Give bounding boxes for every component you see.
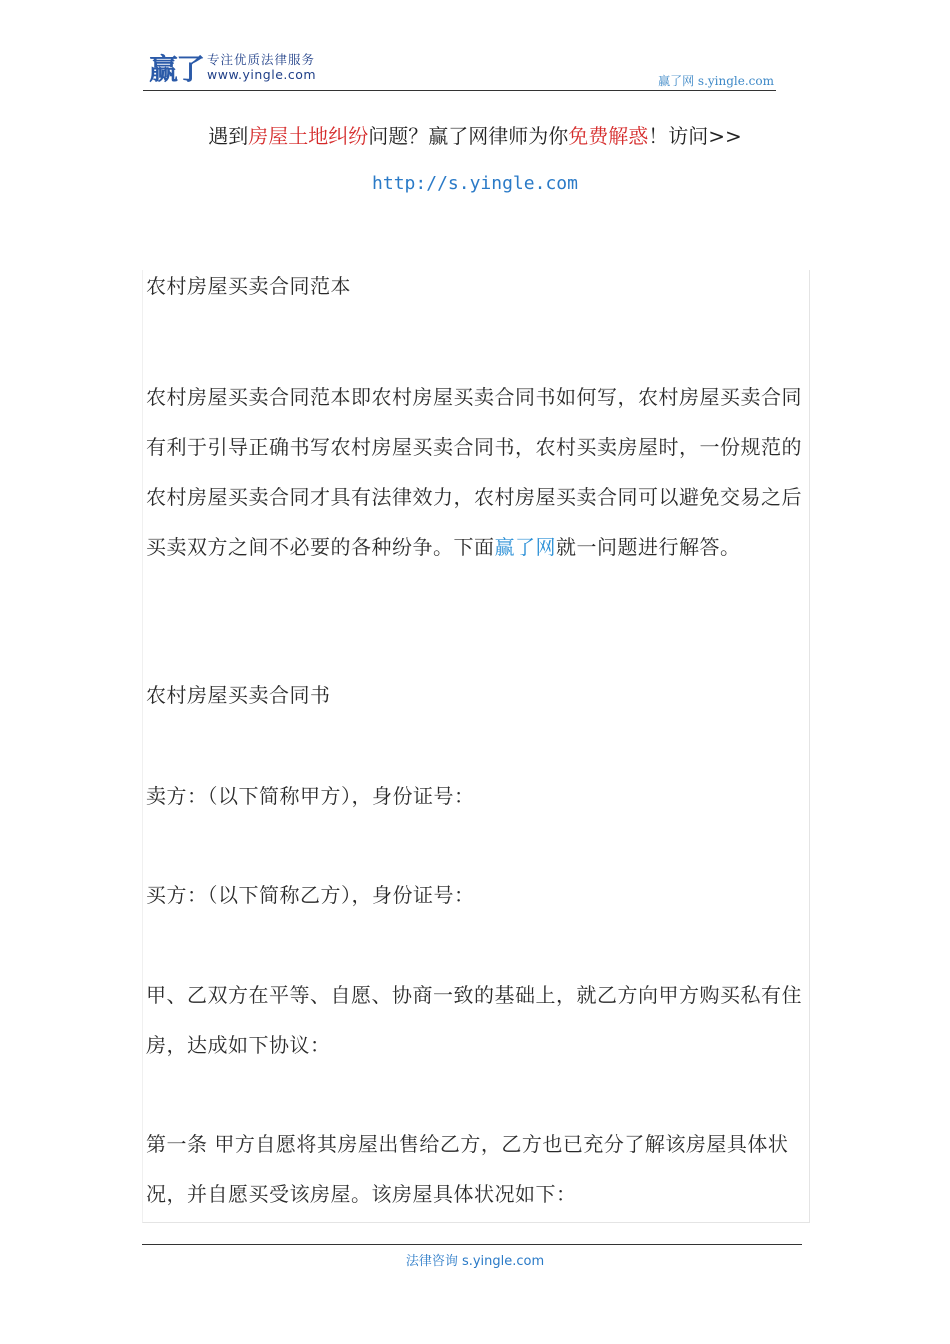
intro-site-link[interactable]: 赢了网 (494, 535, 556, 559)
seller-line: 卖方：（以下简称甲方），身份证号： (146, 784, 475, 808)
intro-tail: 就一问题进行解答。 (556, 535, 741, 559)
article-one-paragraph: 第一条 甲方自愿将其房屋出售给乙方，乙方也已充分了解该房屋具体状况，并自愿买受该房屋。该房屋具体状况如下： (146, 1132, 789, 1206)
footer-divider (142, 1244, 802, 1245)
ad-text-1: 遇到 (208, 124, 249, 148)
logo-url: www.yingle.com (207, 67, 317, 82)
buyer-line: 买方：（以下简称乙方），身份证号： (146, 883, 475, 907)
logo-slogan: 专注优质法律服务 (207, 52, 316, 67)
intro-text: 农村房屋买卖合同范本即农村房屋买卖合同书如何写，农村房屋买卖合同有利于引导正确书写农村房屋买卖合同书，农村买卖房屋时，一份规范的农村房屋买卖合同才具有法律效力，农村房屋买卖合同可以避免交易之后买卖双方之间不必要的各种纷争。下面 (146, 385, 802, 559)
agreement-paragraph: 甲、乙双方在平等、自愿、协商一致的基础上，就乙方向甲方购买私有住房，达成如下协议： (146, 983, 802, 1057)
footer-link[interactable]: 法律咨询 s.yingle.com (405, 1254, 545, 1269)
header-site-link[interactable]: 赢了网 s.yingle.com (658, 74, 774, 88)
ad-url-link[interactable]: http://s.yingle.com (372, 173, 578, 194)
ad-banner (0, 122, 950, 150)
page-header (143, 52, 776, 91)
article-title: 农村房屋买卖合同范本 (146, 274, 351, 298)
logo-mark: 赢了 (149, 52, 204, 86)
ad-highlight-free: 免费解惑 (568, 124, 649, 148)
contract-title: 农村房屋买卖合同书 (146, 683, 331, 707)
logo-text (207, 52, 316, 83)
intro-paragraph (146, 372, 806, 572)
ad-text-2: 问题？赢了网律师为你 (368, 124, 569, 148)
site-logo[interactable] (149, 52, 316, 86)
ad-highlight-topic: 房屋土地纠纷 (248, 124, 369, 148)
ad-text-3: ！访问>> (648, 124, 742, 148)
